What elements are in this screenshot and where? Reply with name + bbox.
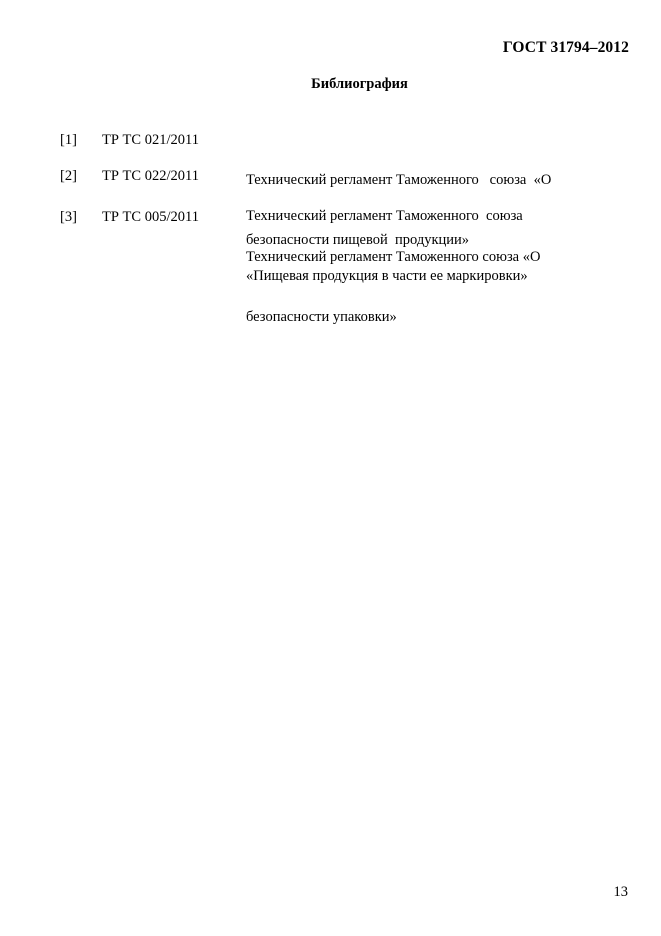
reference-description-line: Технический регламент Таможенного союза <box>246 208 523 224</box>
reference-description-line: безопасности упаковки» <box>246 309 397 325</box>
reference-number: [1] <box>60 132 77 148</box>
reference-number: [3] <box>60 209 77 225</box>
reference-description-line: «Пищевая продукция в части ее маркировки» <box>246 268 528 284</box>
reference-description-line: Технический регламент Таможенного союза «О <box>246 172 552 188</box>
section-title: Библиография <box>311 76 408 92</box>
reference-description-line: Технический регламент Таможенного союза «О <box>246 249 541 265</box>
reference-number: [2] <box>60 168 77 184</box>
reference-code: ТР ТС 005/2011 <box>102 209 199 225</box>
document-code: ГОСТ 31794–2012 <box>502 39 629 56</box>
reference-code: ТР ТС 021/2011 <box>102 132 199 148</box>
page-number: 13 <box>613 884 628 900</box>
reference-description-line: безопасности пищевой продукции» <box>246 232 470 248</box>
reference-description <box>246 207 606 367</box>
reference-code: ТР ТС 022/2011 <box>102 168 199 184</box>
